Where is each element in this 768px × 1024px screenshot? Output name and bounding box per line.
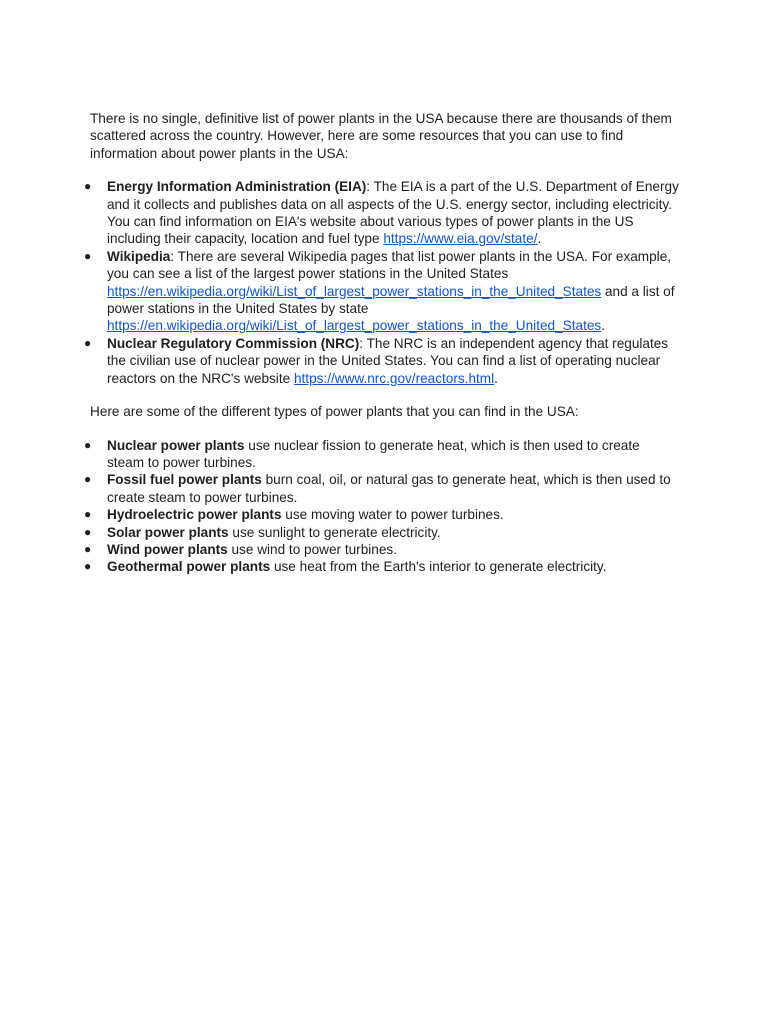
plant-type-text: use wind to power turbines. — [227, 541, 397, 557]
plant-types-list — [84, 437, 680, 576]
resource-end: . — [494, 370, 498, 386]
plant-type-title: Fossil fuel power plants — [107, 472, 262, 488]
list-item — [84, 437, 680, 472]
document-body — [84, 110, 680, 576]
list-item — [84, 524, 680, 541]
plant-type-title: Geothermal power plants — [107, 559, 271, 575]
plant-type-title: Hydroelectric power plants — [107, 507, 282, 523]
intro-paragraph: There is no single, definitive list of power plants in the USA because there are thousands of them scattered across the country. However, here are some resources that you can use to find information about power plants in the USA: — [90, 111, 672, 161]
list-item — [84, 471, 680, 506]
nrc-link[interactable]: https://www.nrc.gov/reactors.html — [293, 370, 495, 386]
bullet-icon: ● — [84, 507, 92, 522]
list-item-wikipedia — [84, 248, 680, 335]
bullet-icon: ● — [84, 472, 92, 487]
resource-text: : There are several Wikipedia pages that list power plants in the USA. For example, you can see a list of the largest power stations in the United States — [107, 248, 672, 282]
bullet-icon: ● — [84, 335, 92, 350]
bullet-icon: ● — [84, 541, 92, 556]
list-item — [84, 558, 680, 575]
plant-type-text: use heat from the Earth's interior to generate electricity. — [270, 559, 607, 575]
resource-text: : The EIA is a part of the U.S. Department of Energy and it collects and publishes data on all aspects of the U.S. energy sector, including electricity. You can find information on EIA's website about various types of power plants in the US including their capacity, location and fuel type — [107, 179, 679, 247]
list-item-eia — [84, 178, 680, 248]
plant-type-text: use sunlight to generate electricity. — [228, 524, 441, 540]
plant-type-title: Solar power plants — [107, 524, 229, 540]
resource-end: . — [537, 231, 542, 247]
bullet-icon: ● — [84, 179, 92, 194]
resource-title: Wikipedia — [107, 248, 171, 264]
list-item — [84, 506, 680, 523]
plant-type-text: use nuclear fission to generate heat, which is then used to create steam to power turbines. — [107, 437, 640, 470]
eia-link[interactable]: https://www.eia.gov/state/ — [383, 231, 538, 247]
resource-text: : The NRC is an independent agency that regulates the civilian use of nuclear power in the United States. You can find a list of operating nuclear reactors on the NRC's website — [107, 335, 669, 386]
bullet-icon: ● — [84, 437, 92, 452]
plant-type-text: use moving water to power turbines. — [281, 507, 504, 523]
resource-end: . — [601, 318, 605, 334]
resource-title: Energy Information Administration (EIA) — [107, 179, 367, 195]
bullet-icon: ● — [84, 524, 92, 539]
wikipedia-link-largest[interactable]: https://en.wikipedia.org/wiki/List_of_largest_power_stations_in_the_United_States — [107, 283, 602, 299]
plant-type-text: burn coal, oil, or natural gas to generate heat, which is then used to create steam to power turbines. — [107, 472, 671, 505]
wikipedia-link-by-state[interactable]: https://en.wikipedia.org/wiki/List_of_largest_power_stations_in_the_United_States — [107, 318, 602, 334]
resource-text-2: and a list of power stations in the United States by state — [107, 283, 675, 317]
list-item-nrc — [84, 335, 680, 387]
bullet-icon: ● — [84, 559, 92, 574]
resource-title: Nuclear Regulatory Commission (NRC) — [107, 335, 360, 351]
resources-list — [84, 178, 680, 387]
plant-type-title: Wind power plants — [107, 541, 228, 557]
plant-type-title: Nuclear power plants — [107, 437, 245, 453]
bullet-icon: ● — [84, 248, 92, 263]
list-item — [84, 541, 680, 558]
types-intro-paragraph: Here are some of the different types of power plants that you can find in the USA: — [90, 404, 579, 420]
